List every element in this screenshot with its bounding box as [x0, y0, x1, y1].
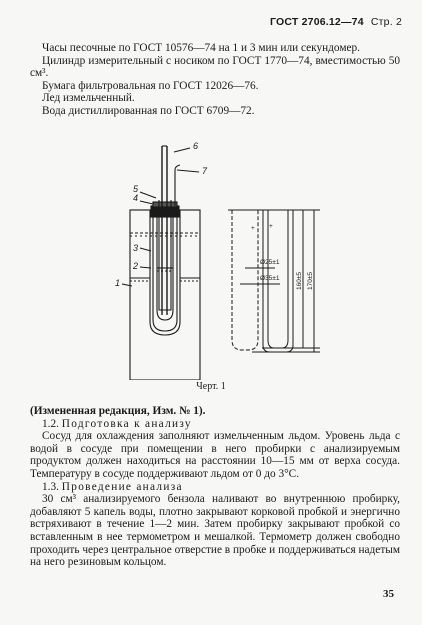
label-3: 3 — [133, 243, 139, 253]
section-number: 1.3. — [42, 480, 59, 493]
dim-outer-height: 170±5 — [307, 271, 314, 290]
section-1-2-heading — [30, 418, 400, 431]
figure-caption: Черт. 1 — [196, 381, 226, 392]
gost-number: ГОСТ 2706.12—74 — [269, 16, 364, 28]
stirrer — [175, 165, 180, 206]
label-1: 1 — [115, 278, 121, 288]
equipment-item: Часы песочные по ГОСТ 10576—74 на 1 и 3 мин или секундомер. — [42, 42, 360, 54]
page-number: 35 — [383, 588, 394, 600]
page-header — [270, 16, 402, 28]
svg-text:+: + — [269, 223, 273, 230]
apparatus-diagram — [0, 140, 422, 380]
label-2: 2 — [133, 261, 139, 271]
label-5: 5 — [133, 184, 139, 194]
equipment-item: Лед измельченный. — [42, 92, 135, 105]
outer-tube — [150, 210, 180, 335]
dim-inner-height: 160±5 — [296, 271, 303, 290]
dim-outer-diameter: Ø35±1 — [260, 275, 280, 282]
amendment-note: (Измененная редакция, Изм. № 1). — [30, 405, 206, 417]
section-number: 1.2. — [42, 417, 59, 430]
equipment-item: Вода дистиллированная по ГОСТ 6709—72. — [42, 104, 255, 117]
equipment-item: Цилиндр измерительный с носиком по ГОСТ 1770—74, вместимостью 50 см³. — [30, 54, 400, 80]
cork-stopper — [151, 206, 179, 217]
body-text — [30, 405, 400, 569]
section-title: Проведение анализа — [61, 480, 183, 493]
label-4: 4 — [133, 193, 139, 203]
dim-inner-diameter: Ø25±1 — [260, 259, 280, 266]
section-1-2-text: Сосуд для охлаждения заполняют измельченным льдом. Уровень льда с водой в сосуде при помещении в него пробирки с анализируемым продуктом должен находиться на расстоянии 10—15 мм от верха сосуда. Температуру в сосуде поддерживают льдом от 0 до 3°С. — [30, 430, 400, 480]
header-page: Стр. 2 — [370, 16, 402, 28]
section-title: Подготовка к анализу — [61, 417, 192, 430]
label-7: 7 — [202, 166, 208, 176]
svg-text:+: + — [251, 225, 255, 232]
label-6: 6 — [193, 141, 199, 151]
equipment-item: Бумага фильтровальная по ГОСТ 12026—76. — [42, 79, 259, 92]
equipment-list — [30, 42, 400, 118]
section-1-3-heading — [30, 481, 400, 494]
section-1-3-text: 30 см³ анализируемого бензола наливают во внутреннюю пробирку, добавляют 5 капель воды, плотно закрывают корковой пробкой и энергично встряхивают в течение 1—2 мин. Затем пробирку закрывают пробкой со вставленным в нее термометром и мешалкой. Термометр должен свободно проходить через центральное отверстие в пробке и поддерживаться надетым на него резиновым кольцом. — [30, 493, 400, 569]
